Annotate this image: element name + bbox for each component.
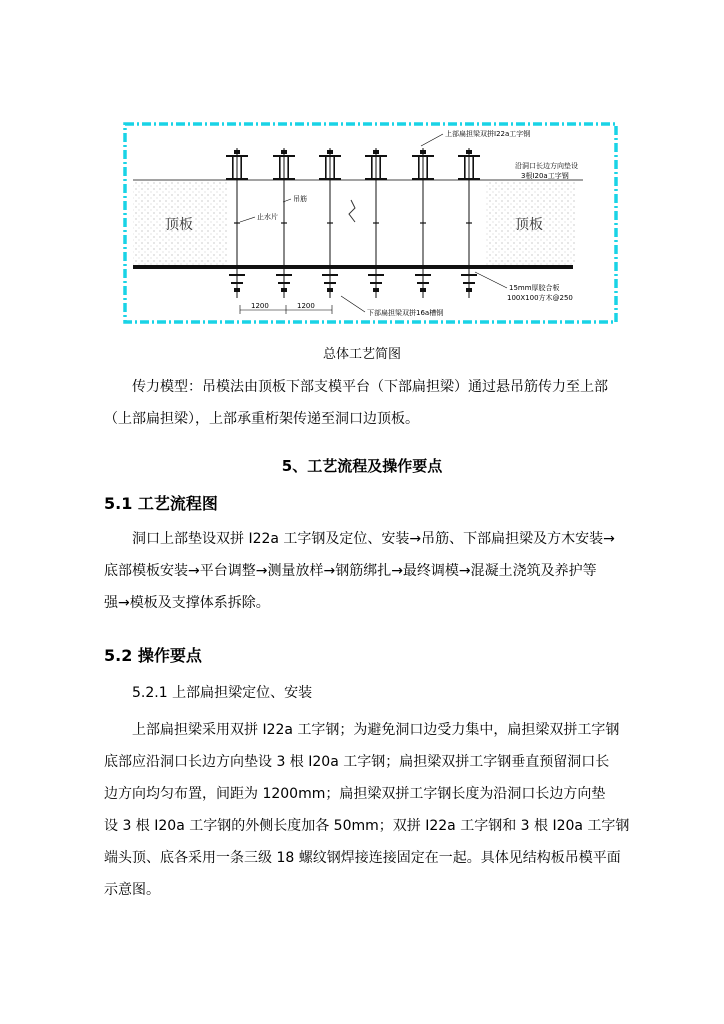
top-ibeam-web	[232, 157, 234, 178]
paragraph-operation-points	[104, 714, 638, 906]
hanger-nut	[234, 150, 240, 154]
paragraph-process-flow	[104, 523, 638, 619]
break-symbol	[349, 200, 355, 222]
top-ibeam-web	[240, 157, 242, 178]
text-line: 底部模板安装→平台调整→测量放样→钢筋绑扎→最终调模→混凝土浇筑及养护等	[104, 563, 597, 579]
bottom-channel	[276, 274, 292, 276]
text-line: 传力模型：吊模法由顶板下部支模平台（下部扁担梁）通过悬吊筋传力至上部	[132, 379, 608, 395]
section-5-1-heading: 5.1 工艺流程图	[104, 494, 218, 513]
text-line: （上部扁担梁），上部承重桁架传递至洞口边顶板。	[104, 411, 419, 427]
text-line: 上部扁担梁采用双拼 I22a 工字钢；为避免洞口边受力集中，扁担梁双拼工字钢	[132, 722, 620, 738]
top-ibeam-web	[472, 157, 474, 178]
bottom-beam	[133, 265, 573, 269]
bottom-channel	[463, 282, 475, 284]
text-line: 设 3 根 I20a 工字钢的外侧长度加各 50mm；双拼 I22a 工字钢和 3 根 I20a 工字钢	[104, 818, 630, 834]
bottom-channel	[229, 274, 245, 276]
construction-diagram	[123, 122, 618, 324]
section-5-heading: 5、工艺流程及操作要点	[281, 457, 443, 475]
top-label: 上部扁担梁双拼I22a工字钢	[445, 130, 531, 138]
text-line: 强→模板及支撑体系拆除。	[104, 595, 270, 611]
section-5-2-heading: 5.2 操作要点	[104, 646, 202, 665]
bottom-nut	[327, 288, 333, 292]
dim-1: 1200	[251, 302, 269, 310]
plywood-label: 15mm厚胶合板	[509, 284, 560, 292]
slab-left-label: 顶板	[165, 217, 193, 233]
bottom-nut	[373, 288, 379, 292]
text-line: 洞口上部垫设双拼 I22a 工字钢及定位、安装→吊筋、下部扁担梁及方木安装→	[132, 531, 615, 547]
bottom-channel	[278, 282, 290, 284]
top-ibeam-web	[325, 157, 327, 178]
hanger-nut	[281, 150, 287, 154]
text-line: 示意图。	[104, 882, 160, 898]
bottom-nut	[420, 288, 426, 292]
right-label-2: 3根I20a工字钢	[521, 172, 569, 180]
bottom-nut	[466, 288, 472, 292]
hanger-group	[226, 148, 480, 298]
top-ibeam-web	[333, 157, 335, 178]
bottom-channel	[370, 282, 382, 284]
text-line: 底部应沿洞口长边方向垫设 3 根 I20a 工字钢；扁担梁双拼工字钢垂直预留洞口长	[104, 754, 610, 770]
right-label-1: 沿洞口长边方向垫设	[515, 162, 578, 170]
slab-right-label: 顶板	[515, 217, 543, 233]
bottom-channel	[368, 274, 384, 276]
figure-caption: 总体工艺简图	[322, 347, 401, 362]
top-ibeam-web	[379, 157, 381, 178]
top-ibeam-web	[287, 157, 289, 178]
hanger-nut	[327, 150, 333, 154]
dim-2: 1200	[297, 302, 315, 310]
hanger-nut	[420, 150, 426, 154]
hanger-nut	[466, 150, 472, 154]
bottom-channel	[417, 282, 429, 284]
bottom-channel	[461, 274, 477, 276]
paragraph-transfer-model	[104, 371, 638, 435]
bottom-channel	[415, 274, 431, 276]
top-ibeam-web	[371, 157, 373, 178]
bottom-nut	[281, 288, 287, 292]
top-ibeam-web	[464, 157, 466, 178]
waterstop-label: 止水片	[257, 213, 278, 221]
top-ibeam-web	[279, 157, 281, 178]
text-line: 端头顶、底各采用一条三级 18 螺纹钢焊接连接固定在一起。具体见结构板吊模平面	[104, 850, 621, 866]
timber-label: 100X100方木@250	[507, 294, 573, 302]
bottom-channel	[324, 282, 336, 284]
bottom-label: 下部扁担梁双拼16a槽钢	[367, 309, 444, 317]
text-line: 边方向均匀布置，间距为 1200mm；扁担梁双拼工字钢长度为沿洞口长边方向垫	[104, 786, 606, 802]
hanger-nut	[373, 150, 379, 154]
bottom-channel	[322, 274, 338, 276]
bottom-channel	[231, 282, 243, 284]
top-ibeam-web	[418, 157, 420, 178]
subsection-5-2-1-heading: 5.2.1 上部扁担梁定位、安装	[132, 685, 313, 701]
rebar-label: 吊筋	[293, 195, 307, 203]
top-ibeam-web	[426, 157, 428, 178]
bottom-nut	[234, 288, 240, 292]
